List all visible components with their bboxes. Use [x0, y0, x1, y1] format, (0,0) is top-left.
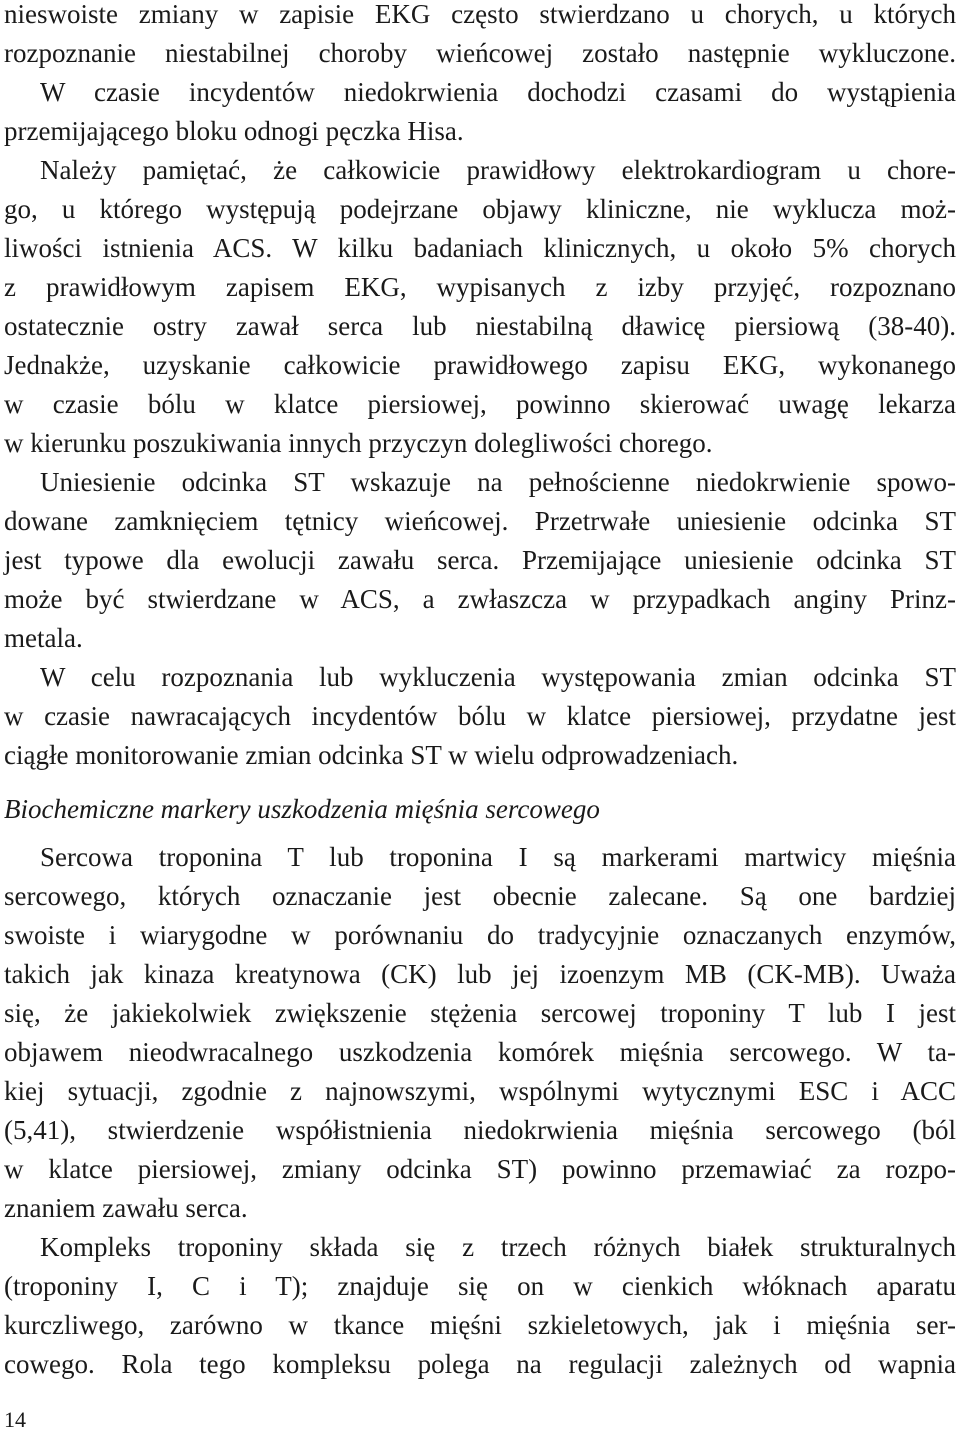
text-line: swoiste i wiarygodne w porównaniu do tradycyjnie oznaczanych enzymów,	[4, 920, 956, 950]
text-line: objawem nieodwracalnego uszkodzenia komórek mięśnia sercowego. W ta-	[4, 1037, 956, 1067]
text-line: nieswoiste zmiany w zapisie EKG często stwierdzano u chorych, u których	[4, 0, 956, 29]
text-line: w klatce piersiowej, zmiany odcinka ST) powinno przemawiać za rozpo-	[4, 1154, 956, 1184]
text-line: w czasie nawracających incydentów bólu w klatce piersiowej, przydatne jest	[4, 701, 956, 731]
text-line: Sercowa troponina T lub troponina I są markerami martwicy mięśnia	[40, 842, 956, 872]
text-line: dowane zamknięciem tętnicy wieńcowej. Przetrwałe uniesienie odcinka ST	[4, 506, 956, 536]
text-line: znaniem zawału serca.	[4, 1193, 248, 1223]
text-line: jest typowe dla ewolucji zawału serca. Przemijające uniesienie odcinka ST	[4, 545, 956, 575]
text-line: rozpoznanie niestabilnej choroby wieńcowej zostało następnie wykluczone.	[4, 38, 956, 68]
text-line: ostatecznie ostry zawał serca lub niestabilną dławicę piersiową (38-40).	[4, 311, 956, 341]
text-line: cowego. Rola tego kompleksu polega na regulacji zależnych od wapnia	[4, 1349, 956, 1379]
text-line: się, że jakiekolwiek zwiększenie stężenia sercowej troponiny T lub I jest	[4, 998, 956, 1028]
page-number: 14	[4, 1407, 26, 1432]
text-line: z prawidłowym zapisem EKG, wypisanych z izby przyjęć, rozpoznano	[4, 272, 956, 302]
text-line: go, u którego występują podejrzane objawy kliniczne, nie wyklucza moż-	[4, 194, 956, 224]
text-line: może być stwierdzane w ACS, a zwłaszcza w przypadkach anginy Prinz-	[4, 584, 956, 614]
text-line: takich jak kinaza kreatynowa (CK) lub jej izoenzym MB (CK-MB). Uważa	[4, 959, 956, 989]
text-line: Kompleks troponiny składa się z trzech różnych białek strukturalnych	[40, 1232, 956, 1262]
section-heading: Biochemiczne markery uszkodzenia mięśnia sercowego	[4, 794, 600, 824]
text-line: Jednakże, uzyskanie całkowicie prawidłowego zapisu EKG, wykonanego	[4, 350, 956, 380]
text-line: Należy pamiętać, że całkowicie prawidłowy elektrokardiogram u chore-	[40, 155, 956, 185]
text-line: W celu rozpoznania lub wykluczenia występowania zmian odcinka ST	[40, 662, 956, 692]
text-line: kiej sytuacji, zgodnie z najnowszymi, wspólnymi wytycznymi ESC i ACC	[4, 1076, 956, 1106]
text-line: kurczliwego, zarówno w tkance mięśni szkieletowych, jak i mięśnia ser-	[4, 1310, 956, 1340]
text-line: (troponiny I, C i T); znajduje się on w cienkich włóknach aparatu	[4, 1271, 956, 1301]
text-line: Uniesienie odcinka ST wskazuje na pełnościenne niedokrwienie spowo-	[40, 467, 956, 497]
text-line: W czasie incydentów niedokrwienia dochodzi czasami do wystąpienia	[40, 77, 956, 107]
text-line: w czasie bólu w klatce piersiowej, powinno skierować uwagę lekarza	[4, 389, 956, 419]
document-page	[4, 0, 956, 1437]
text-line: metala.	[4, 623, 83, 653]
text-line: (5,41), stwierdzenie współistnienia niedokrwienia mięśnia sercowego (ból	[4, 1115, 956, 1145]
text-line: sercowego, których oznaczanie jest obecnie zalecane. Są one bardziej	[4, 881, 956, 911]
text-line: przemijającego bloku odnogi pęczka Hisa.	[4, 116, 464, 146]
text-line: ciągłe monitorowanie zmian odcinka ST w wielu odprowadzeniach.	[4, 740, 739, 770]
text-line: liwości istnienia ACS. W kilku badaniach klinicznych, u około 5% chorych	[4, 233, 956, 263]
text-line: w kierunku poszukiwania innych przyczyn dolegliwości chorego.	[4, 428, 713, 458]
